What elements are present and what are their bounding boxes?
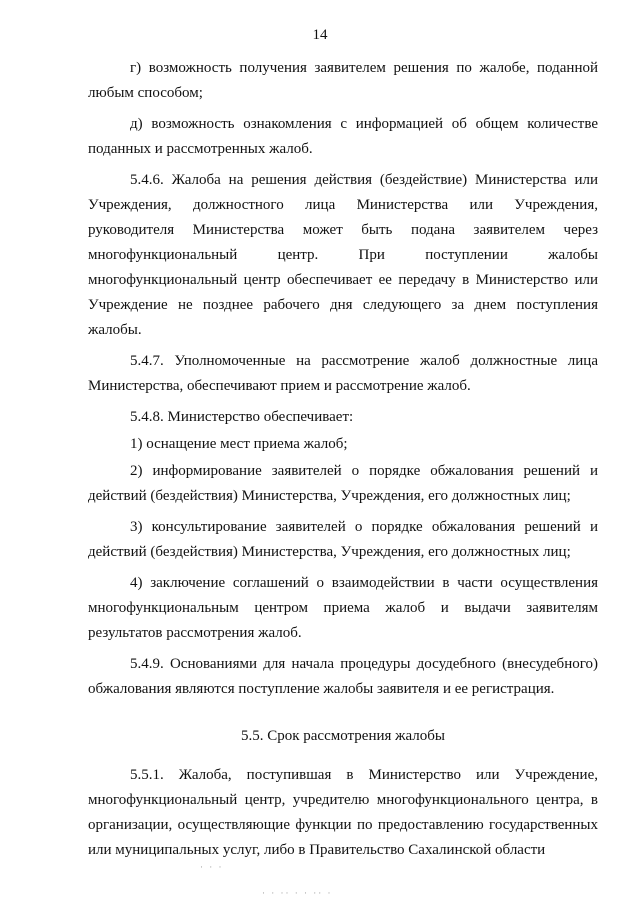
page-number: 14 bbox=[312, 27, 328, 43]
list-item-3: 3) консультирование заявителей о порядке обжалования решений и действий (бездействия) Министерства, Учреждения, его должностных лиц; bbox=[88, 519, 598, 560]
section-heading: 5.5. Срок рассмотрения жалобы bbox=[240, 728, 445, 744]
scan-artifact-dots: · · ·· · · ·· · bbox=[262, 888, 333, 898]
scan-artifact-dots: · · · bbox=[200, 862, 224, 872]
list-item-2: 2) информирование заявителей о порядке обжалования решений и действий (бездействия) Министерства, Учреждения, его должностных лиц; bbox=[88, 463, 598, 504]
list-item-4: 4) заключение соглашений о взаимодействии в части осуществления многофункциональным центром приема жалоб и выдачи заявителям результатов рассмотрения жалоб. bbox=[88, 575, 598, 641]
paragraph-item-g: г) возможность получения заявителем решения по жалобе, поданной любым способом; bbox=[88, 60, 598, 101]
paragraph-5-4-9: 5.4.9. Основаниями для начала процедуры досудебного (внесудебного) обжалования являются поступление жалобы заявителя и ее регистрация. bbox=[88, 656, 598, 697]
document-body bbox=[88, 56, 598, 869]
paragraph-5-4-6: 5.4.6. Жалоба на решения действия (бездействие) Министерства или Учреждения, должностного лица Министерства или Учреждения, руководителя Министерства может быть подана заявителем через многофункциональный центр. При поступлении жалобы многофункциональный центр обеспечивает ее передачу в Министерство или Учреждение не позднее рабочего дня следующего за днем поступления жалобы. bbox=[88, 172, 598, 338]
list-item-1: 1) оснащение мест приема жалоб; bbox=[130, 436, 348, 452]
paragraph-5-4-8: 5.4.8. Министерство обеспечивает: bbox=[130, 409, 354, 425]
paragraph-5-5-1: 5.5.1. Жалоба, поступившая в Министерство или Учреждение, многофункциональный центр, учредителю многофункционального центра, в организации, осуществляющие функции по предоставлению государственных или муниципальных услуг, либо в Правительство Сахалинской области bbox=[88, 767, 598, 858]
paragraph-item-d: д) возможность ознакомления с информацией об общем количестве поданных и рассмотренных жалоб. bbox=[88, 116, 598, 157]
paragraph-5-4-7: 5.4.7. Уполномоченные на рассмотрение жалоб должностные лица Министерства, обеспечивают прием и рассмотрение жалоб. bbox=[88, 353, 598, 394]
